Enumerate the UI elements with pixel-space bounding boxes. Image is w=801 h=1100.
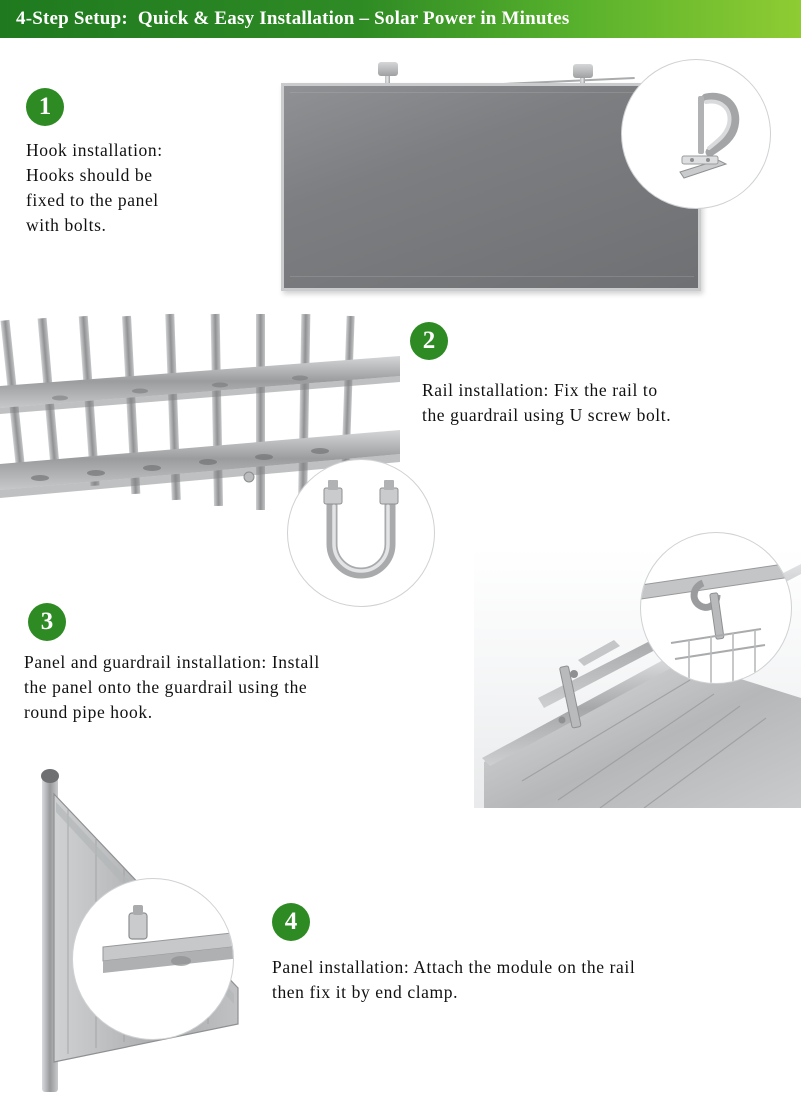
step-caption-1 [26, 138, 241, 237]
banner-title-right: Quick & Easy Installation – Solar Power in Minutes [137, 8, 570, 29]
step-badge-4: 4 [272, 903, 310, 941]
roof-hook-icon [622, 60, 770, 208]
step-caption-2-line-1: Rail installation: Fix the rail to [422, 380, 658, 400]
step-caption-2 [422, 378, 782, 428]
u-bolt-icon [288, 460, 434, 606]
u-screw-bolt-detail-callout [287, 459, 435, 607]
step-caption-4 [272, 955, 777, 1005]
step-caption-3 [24, 650, 454, 725]
header-banner [0, 0, 801, 38]
step-caption-1-line-2: Hooks should be [26, 164, 153, 185]
step-badge-2: 2 [410, 322, 448, 360]
step-badge-3: 3 [28, 603, 66, 641]
hook-head-right [573, 64, 593, 78]
round-pipe-hook-detail-callout [640, 532, 792, 684]
step-caption-1-line-1: Hook installation: [26, 140, 163, 160]
end-clamp-detail-callout [72, 878, 234, 1040]
step-caption-3-line-2: the panel onto the guardrail using the [24, 676, 308, 697]
panel-inner-line-2 [290, 276, 694, 277]
pipe-hook-icon [641, 533, 791, 683]
step-caption-3-line-3: round pipe hook. [24, 701, 153, 722]
step-caption-1-line-4: with bolts. [26, 214, 107, 235]
step-caption-4-line-2: then fix it by end clamp. [272, 981, 459, 1002]
step-caption-2-line-2: the guardrail using U screw bolt. [422, 404, 672, 425]
roof-hook-detail-callout [621, 59, 771, 209]
step-caption-4-line-1: Panel installation: Attach the module on the rail [272, 957, 636, 977]
step-badge-1: 1 [26, 88, 64, 126]
hook-head-left [378, 62, 398, 76]
end-clamp-icon [73, 879, 233, 1039]
step-caption-3-line-1: Panel and guardrail installation: Install [24, 652, 320, 672]
step-caption-1-line-3: fixed to the panel [26, 189, 159, 210]
banner-title-left: 4-Step Setup: [16, 8, 128, 29]
